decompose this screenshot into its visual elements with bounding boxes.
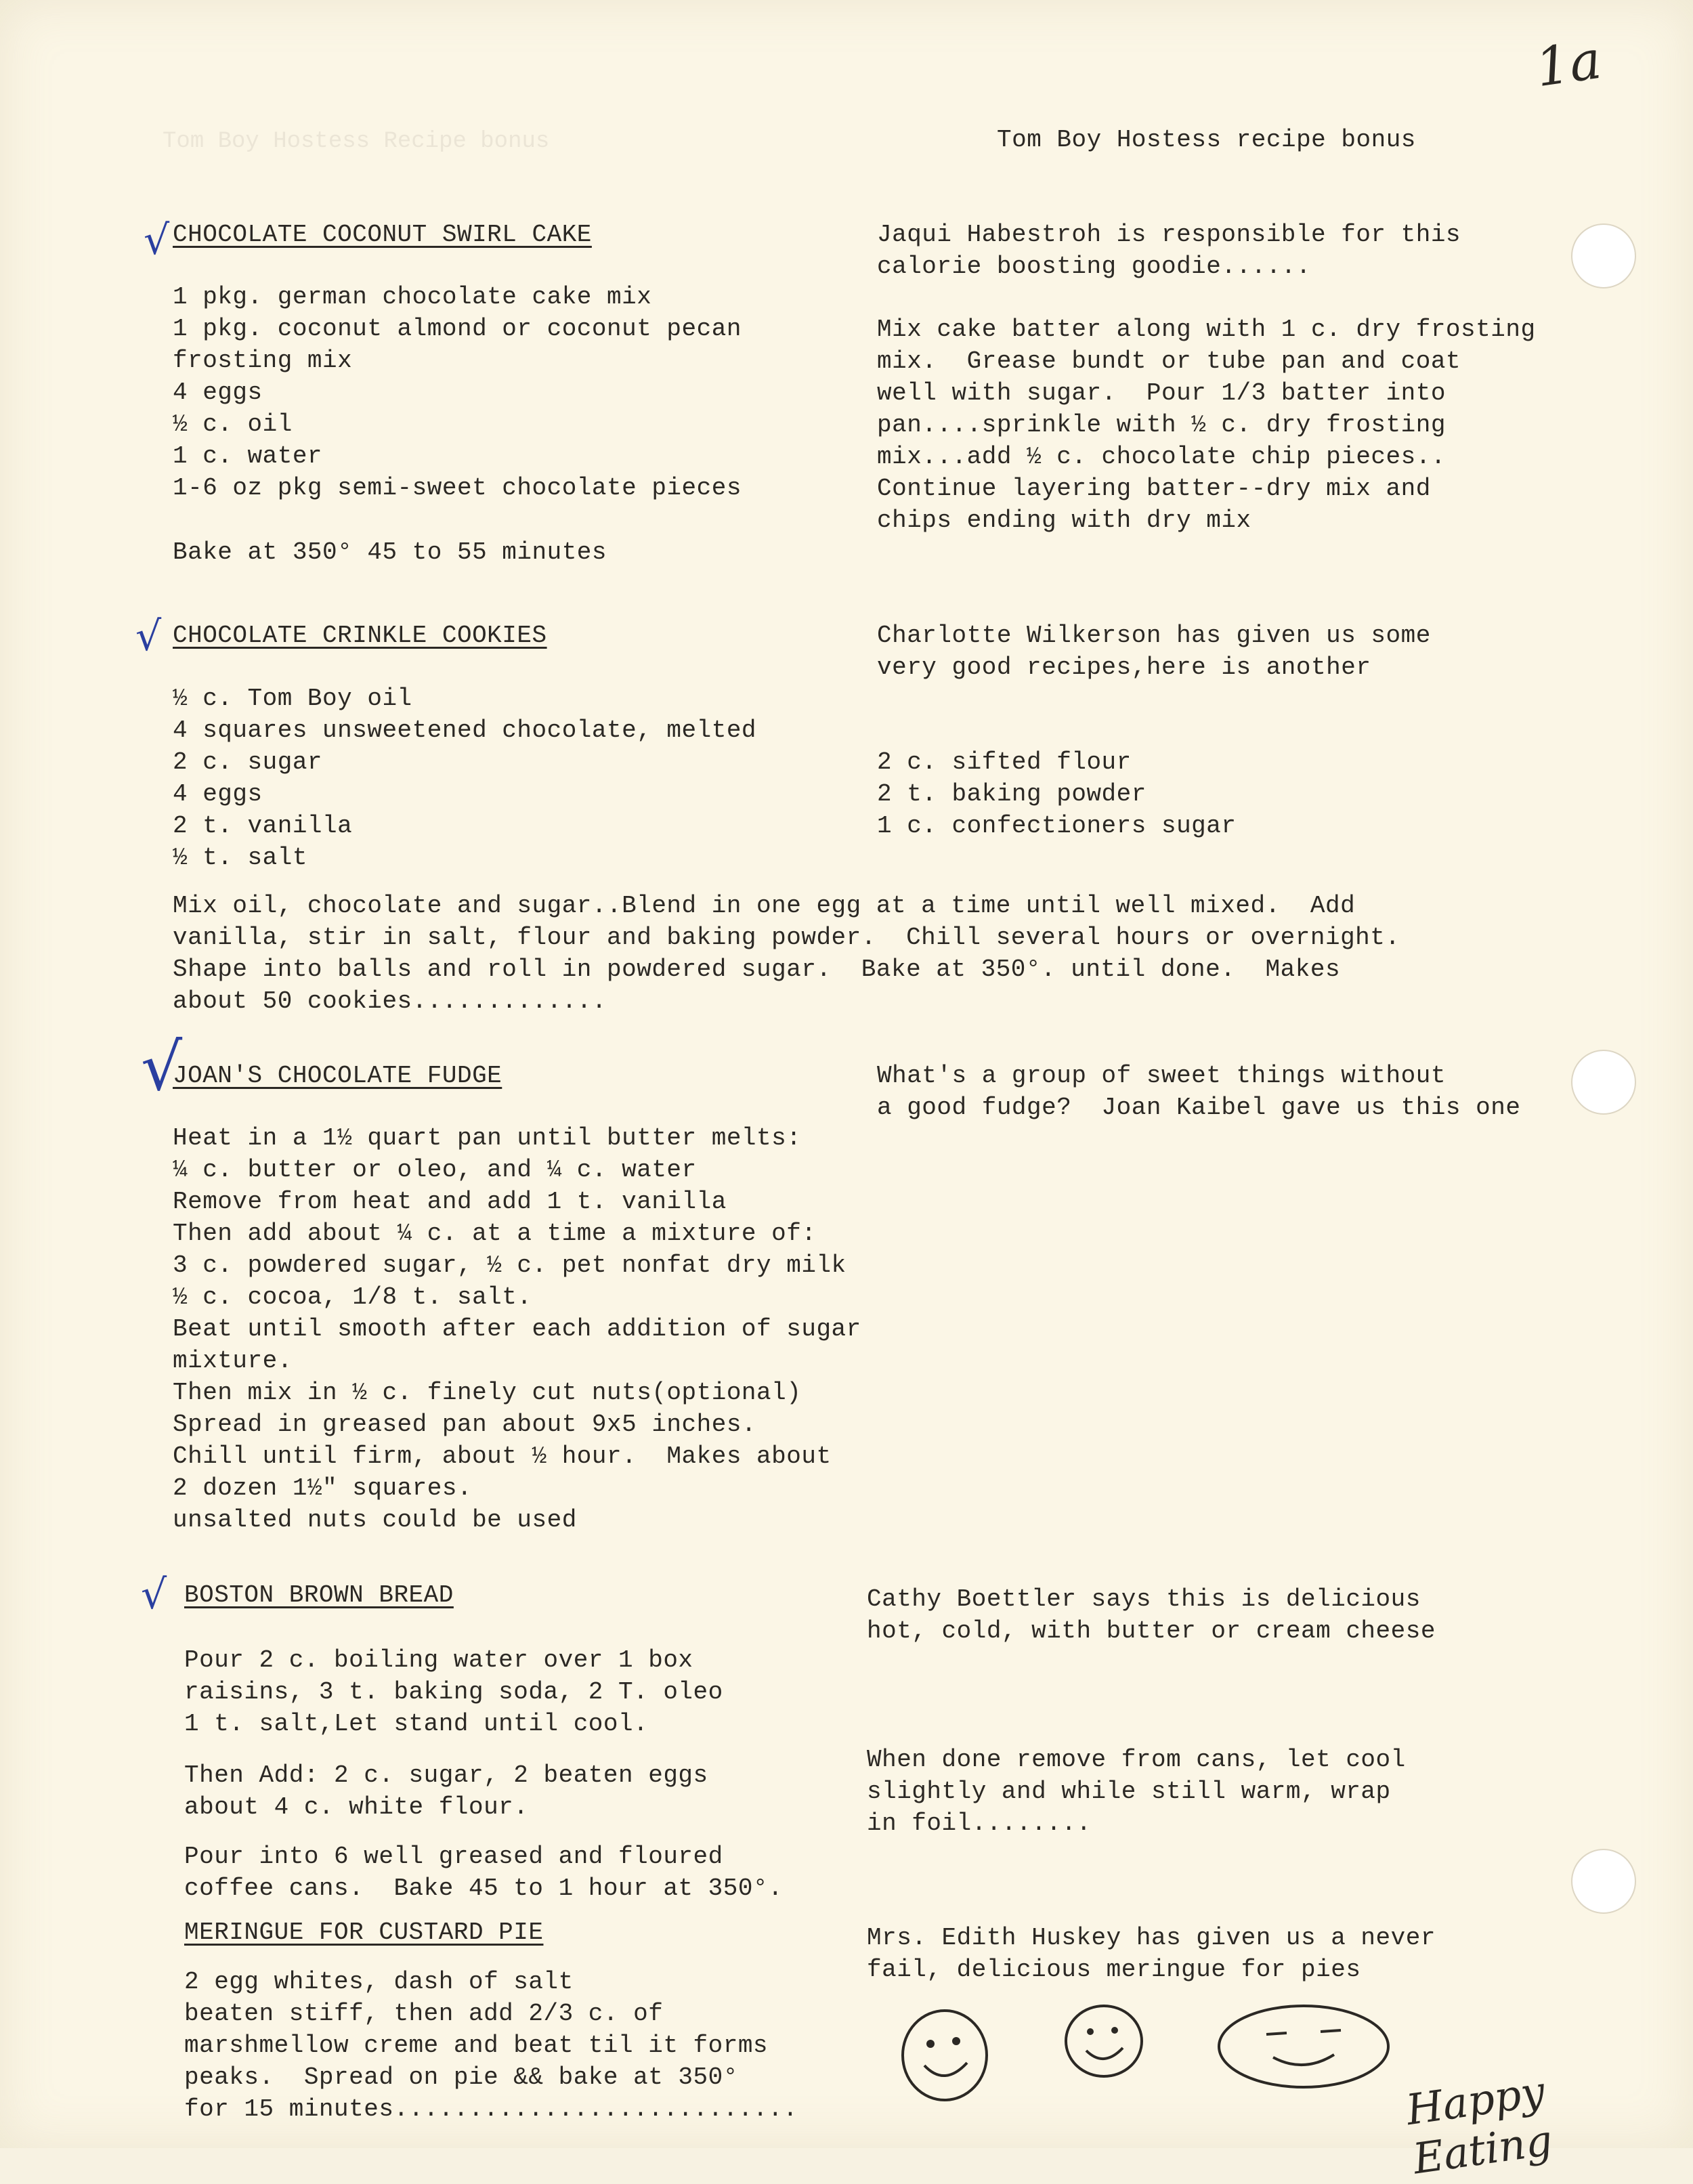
direction-line: 3 c. powdered sugar, ½ c. pet nonfat dry milk: [173, 1251, 846, 1279]
direction-line: Then add about ¼ c. at a time a mixture of:: [173, 1220, 817, 1247]
check-mark-icon: √: [141, 1571, 167, 1619]
direction-line: slightly and while still warm, wrap: [867, 1778, 1391, 1805]
direction-line: coffee cans. Bake 45 to 1 hour at 350°.: [184, 1875, 784, 1902]
ingredient-line: 1 c. water: [173, 442, 323, 470]
direction-line: Continue layering batter--dry mix and: [877, 475, 1431, 502]
ingredient-line: 1-6 oz pkg semi-sweet chocolate pieces: [173, 474, 742, 502]
direction-line: unsalted nuts could be used: [173, 1506, 577, 1534]
direction-line: 2 dozen 1½" squares.: [173, 1474, 473, 1502]
direction-line: 1 t. salt,Let stand until cool.: [184, 1710, 649, 1738]
direction-line: marshmellow creme and beat til it forms: [184, 2032, 769, 2059]
direction-line: Then Add: 2 c. sugar, 2 beaten eggs: [184, 1761, 708, 1789]
recipe-title: CHOCOLATE COCONUT SWIRL CAKE: [173, 221, 592, 249]
direction-line: 2 egg whites, dash of salt: [184, 1968, 574, 1996]
direction-line: Beat until smooth after each addition of sugar: [173, 1315, 861, 1343]
binder-hole-bottom: [1571, 1849, 1636, 1914]
direction-line: Chill until firm, about ½ hour. Makes about: [173, 1442, 832, 1470]
ingredient-line: 1 pkg. coconut almond or coconut pecan: [173, 315, 742, 343]
direction-line: about 4 c. white flour.: [184, 1793, 529, 1821]
direction-line: When done remove from cans, let cool: [867, 1746, 1406, 1774]
ingredient-line: 2 t. baking powder: [877, 780, 1146, 808]
recipe-title: BOSTON BROWN BREAD: [184, 1581, 454, 1609]
page-number-handwritten: 1a: [1532, 29, 1605, 100]
direction-line: mix...add ½ c. chocolate chip pieces..: [877, 443, 1446, 471]
direction-line: vanilla, stir in salt, flour and baking powder. Chill several hours or overnight.: [173, 924, 1400, 951]
ingredient-line: 2 c. sugar: [173, 748, 323, 776]
direction-line: Remove from heat and add 1 t. vanilla: [173, 1188, 727, 1216]
ingredient-line: 4 squares unsweetened chocolate, melted: [173, 716, 757, 744]
recipe-intro: Charlotte Wilkerson has given us some: [877, 622, 1431, 649]
direction-line: peaks. Spread on pie && bake at 350°: [184, 2063, 738, 2091]
smiley-face-icon: [1212, 1998, 1395, 2099]
direction-line: Spread in greased pan about 9x5 inches.: [173, 1411, 757, 1438]
binder-hole-middle: [1571, 1050, 1636, 1115]
bake-instruction: Bake at 350° 45 to 55 minutes: [173, 538, 607, 566]
check-mark-icon: √: [135, 613, 162, 660]
recipe-intro: a good fudge? Joan Kaibel gave us this one: [877, 1094, 1521, 1121]
direction-line: Pour 2 c. boiling water over 1 box: [184, 1646, 693, 1674]
page-header: Tom Boy Hostess recipe bonus: [997, 126, 1416, 154]
direction-line: ¼ c. butter or oleo, and ¼ c. water: [173, 1156, 697, 1184]
direction-line: Then mix in ½ c. finely cut nuts(optional): [173, 1379, 802, 1407]
direction-line: mixture.: [173, 1347, 293, 1375]
direction-line: Mix oil, chocolate and sugar..Blend in one egg at a time until well mixed. Add: [173, 892, 1356, 920]
recipe-intro: Cathy Boettler says this is delicious: [867, 1585, 1421, 1613]
ingredient-line: ½ t. salt: [173, 844, 307, 872]
direction-line: raisins, 3 t. baking soda, 2 T. oleo: [184, 1678, 723, 1706]
direction-line: Heat in a 1½ quart pan until butter melts:: [173, 1124, 802, 1152]
recipe-title: MERINGUE FOR CUSTARD PIE: [184, 1919, 544, 1946]
recipe-intro: Jaqui Habestroh is responsible for this: [877, 221, 1461, 249]
recipe-intro: Mrs. Edith Huskey has given us a never: [867, 1924, 1436, 1952]
direction-line: ½ c. cocoa, 1/8 t. salt.: [173, 1283, 532, 1311]
check-mark-icon: √: [144, 217, 170, 264]
handwritten-signoff: Happy Eating: [1402, 2066, 1556, 2184]
binder-hole-top: [1571, 223, 1636, 288]
direction-line: Mix cake batter along with 1 c. dry frosting: [877, 316, 1536, 343]
direction-line: for 15 minutes...........................: [184, 2095, 798, 2123]
ingredient-line: 4 eggs: [173, 780, 263, 808]
smiley-face-icon: [1056, 1998, 1151, 2086]
recipe-intro: hot, cold, with butter or cream cheese: [867, 1617, 1436, 1645]
smiley-face-icon: [894, 2005, 995, 2106]
bleed-through-text: Tom Boy Hostess Recipe bonus: [163, 129, 550, 154]
ingredient-line: frosting mix: [173, 347, 353, 374]
ingredient-line: 2 c. sifted flour: [877, 748, 1132, 776]
ingredient-line: ½ c. oil: [173, 410, 293, 438]
direction-line: well with sugar. Pour 1/3 batter into: [877, 379, 1446, 407]
direction-line: Pour into 6 well greased and floured: [184, 1843, 723, 1870]
recipe-intro: fail, delicious meringue for pies: [867, 1956, 1361, 1984]
ingredient-line: 2 t. vanilla: [173, 812, 353, 840]
direction-line: Shape into balls and roll in powdered sugar. Bake at 350°. until done. Makes: [173, 956, 1341, 983]
direction-line: chips ending with dry mix: [877, 507, 1251, 534]
recipe-intro: What's a group of sweet things without: [877, 1062, 1446, 1090]
check-mark-icon: √: [141, 1029, 183, 1105]
ingredient-line: 1 pkg. german chocolate cake mix: [173, 283, 652, 311]
direction-line: in foil........: [867, 1810, 1092, 1837]
recipe-title: JOAN'S CHOCOLATE FUDGE: [173, 1062, 502, 1090]
ingredient-line: 4 eggs: [173, 379, 263, 406]
direction-line: mix. Grease bundt or tube pan and coat: [877, 347, 1461, 375]
direction-line: beaten stiff, then add 2/3 c. of: [184, 2000, 664, 2028]
direction-line: about 50 cookies.............: [173, 987, 607, 1015]
recipe-intro: calorie boosting goodie......: [877, 253, 1312, 280]
recipe-title: CHOCOLATE CRINKLE COOKIES: [173, 622, 547, 649]
recipe-intro: very good recipes,here is another: [877, 654, 1371, 681]
direction-line: pan....sprinkle with ½ c. dry frosting: [877, 411, 1446, 439]
ingredient-line: ½ c. Tom Boy oil: [173, 685, 412, 712]
ingredient-line: 1 c. confectioners sugar: [877, 812, 1237, 840]
